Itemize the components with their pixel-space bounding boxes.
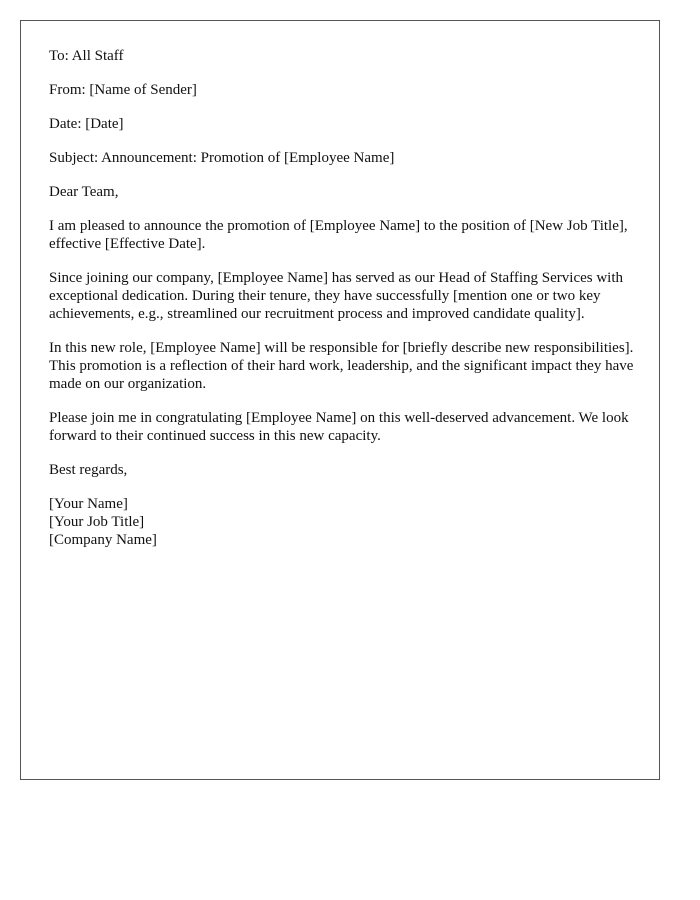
paragraph-announcement: I am pleased to announce the promotion of [Employee Name] to the position of [New Job Title], effective [Effective Date]. (49, 218, 628, 252)
signature-company: [Company Name] (49, 532, 157, 548)
paragraph-congratulations: Please join me in congratulating [Employee Name] on this well-deserved advancement. We look forward to their continued success in this new capacity. (49, 410, 629, 444)
letter-body (49, 47, 639, 549)
subject-line: Subject: Announcement: Promotion of [Employee Name] (49, 150, 395, 166)
signature-title: [Your Job Title] (49, 514, 145, 530)
salutation: Dear Team, (49, 184, 119, 200)
paragraph-new-role: In this new role, [Employee Name] will be responsible for [briefly describe new responsibilities]. This promotion is a reflection of their hard work, leadership, and the significant impact they have made on our organization. (49, 340, 634, 392)
letter-page (20, 20, 660, 780)
from-line: From: [Name of Sender] (49, 82, 197, 98)
to-line: To: All Staff (49, 48, 124, 64)
closing: Best regards, (49, 462, 128, 478)
signature-name: [Your Name] (49, 496, 128, 512)
signature-block (49, 495, 639, 549)
date-line: Date: [Date] (49, 116, 124, 132)
paragraph-background: Since joining our company, [Employee Name] has served as our Head of Staffing Services with exceptional dedication. During their tenure, they have successfully [mention one or two key achievements, e.g., streamlined our recruitment process and improved candidate quality]. (49, 270, 624, 322)
